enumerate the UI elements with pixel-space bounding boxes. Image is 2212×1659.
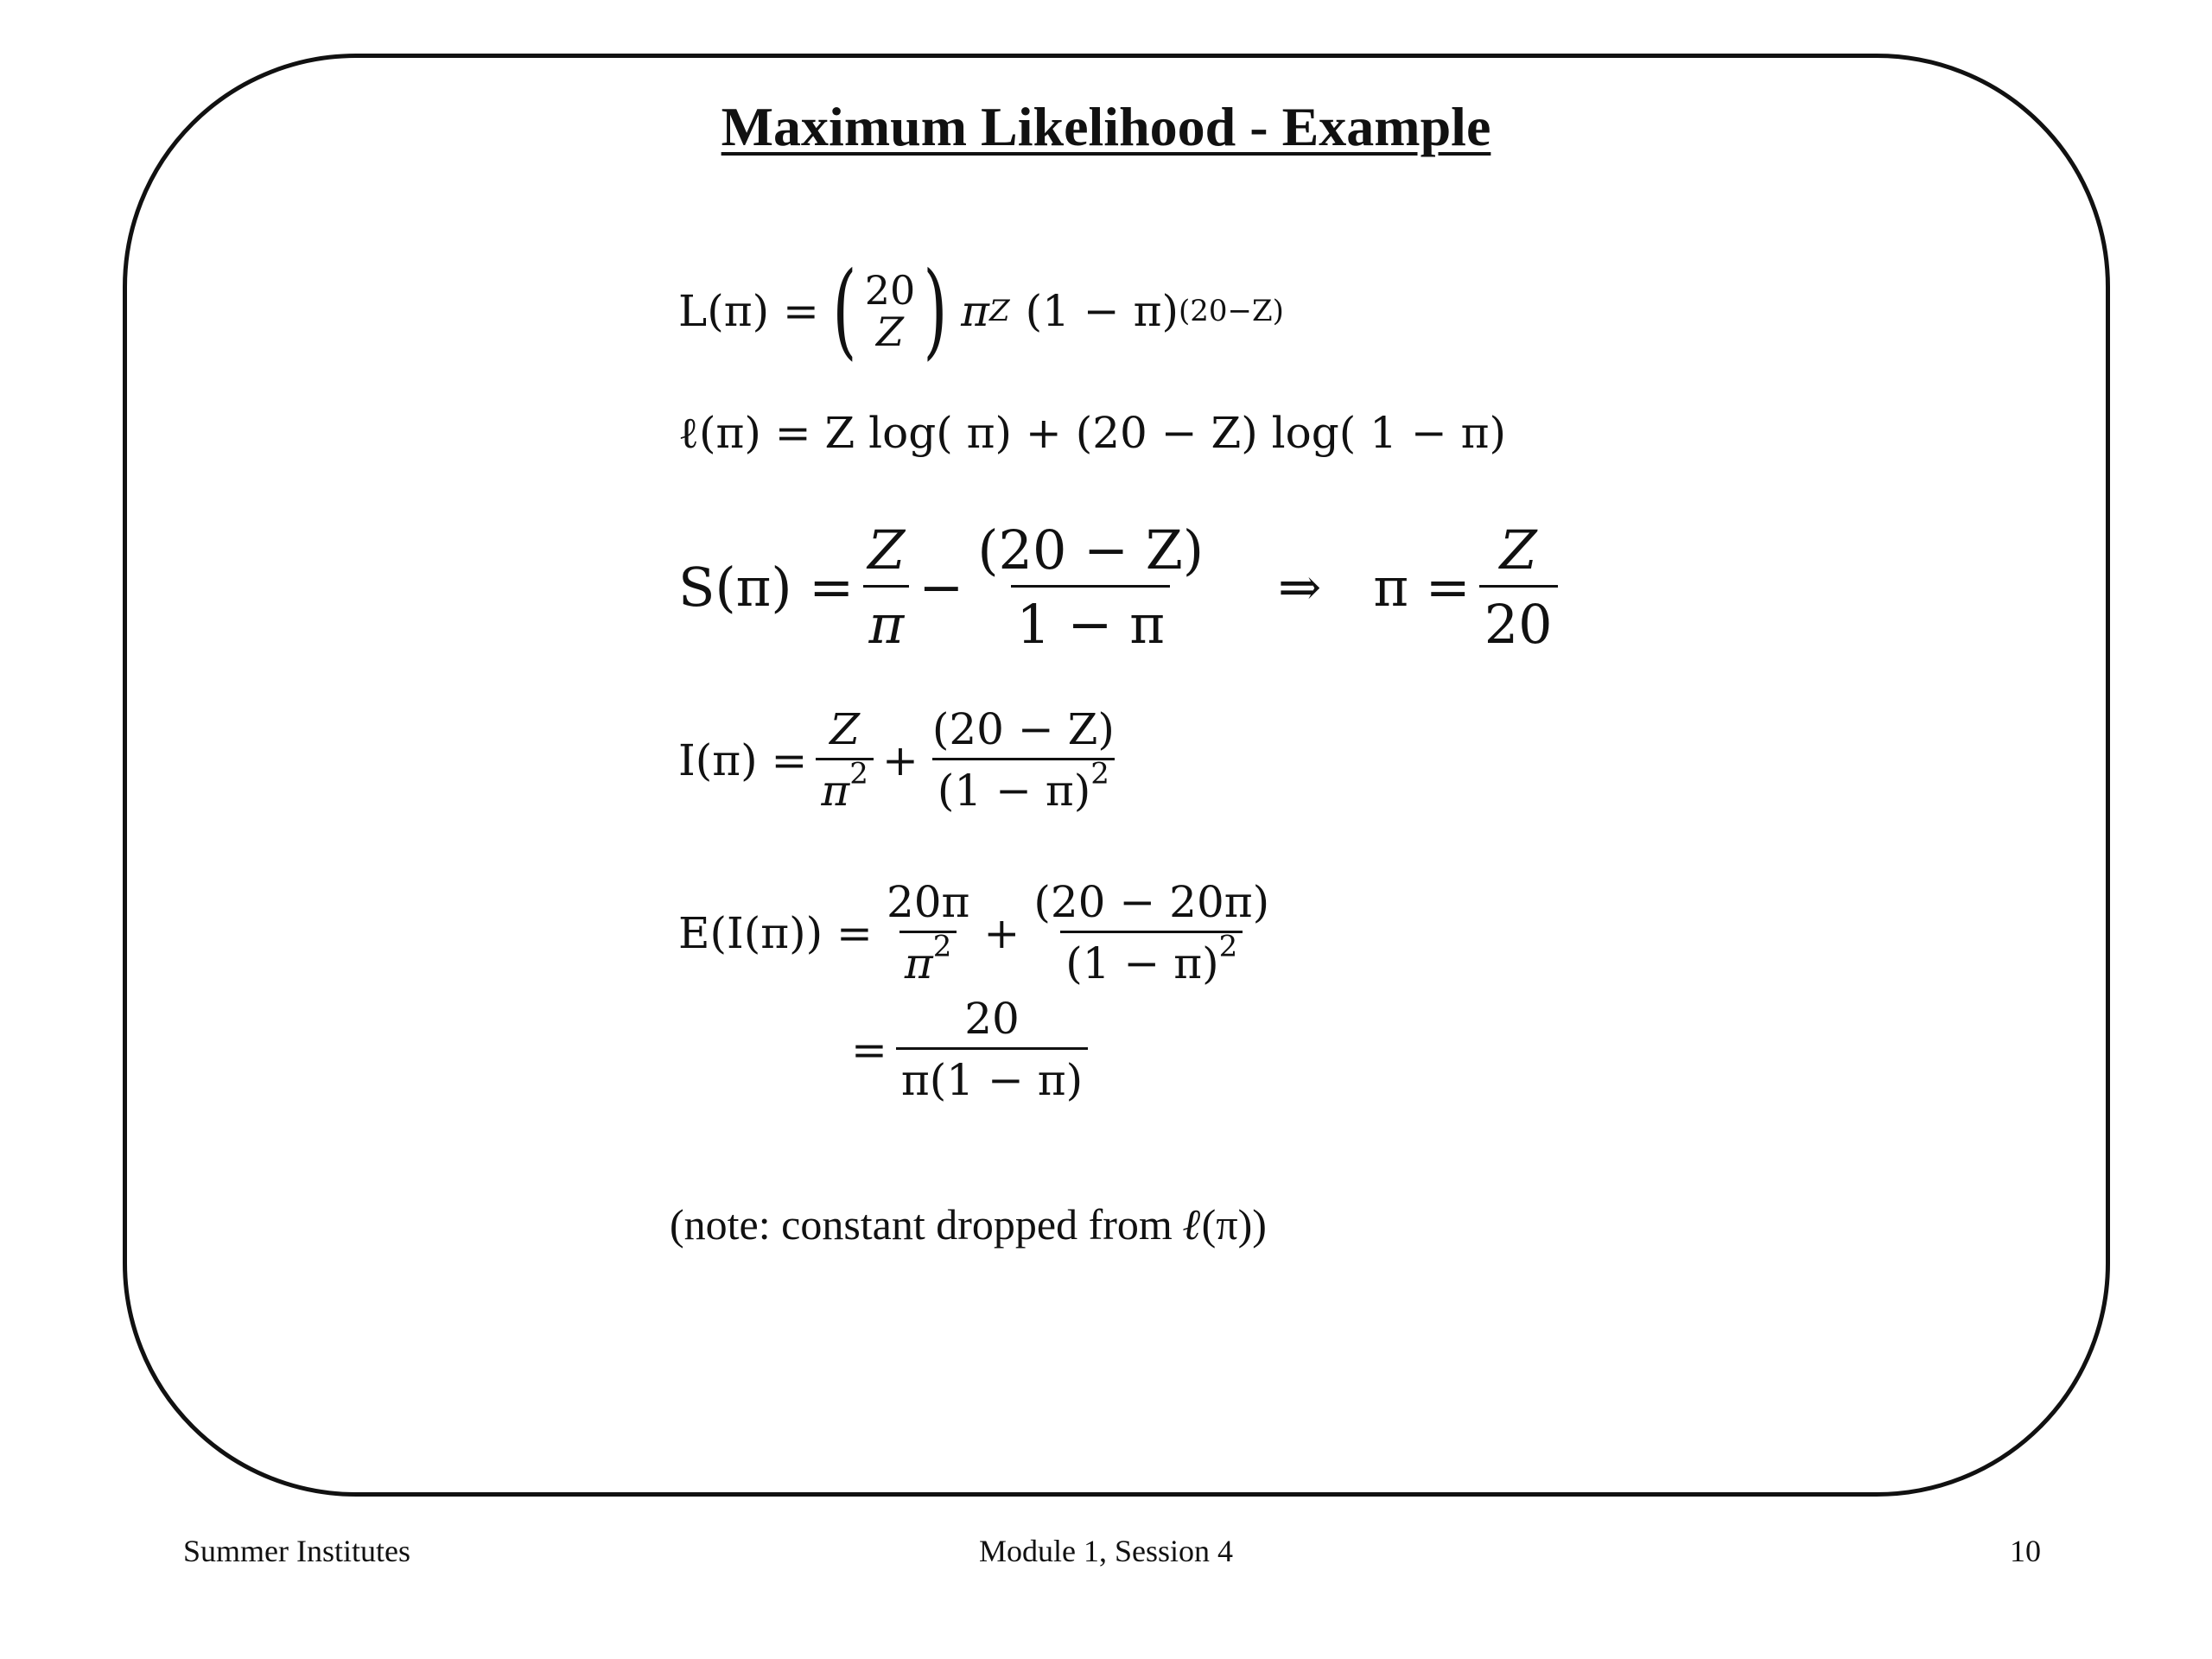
ell-symbol: ℓ (1183, 1200, 1202, 1249)
expected-info-fraction-1: $\frac{20\pi}{\pi^2}$ (886, 877, 970, 988)
implies-arrow: ⇒ (1278, 556, 1322, 618)
footer-left: Summer Institutes (183, 1534, 410, 1568)
expected-info-plus: + (983, 907, 1020, 958)
pi-power: π (961, 286, 989, 336)
binomial-coefficient: ( 20 Z ) (832, 251, 948, 371)
likelihood-equation: L(π) = ( 20 Z ) π Z (1 − π) (20−Z) (678, 251, 1284, 371)
info-lhs: I(π) = (678, 734, 808, 785)
info-plus: + (881, 734, 918, 785)
binom-top: 20 (864, 266, 916, 314)
score-minus: − (918, 556, 964, 619)
info-fraction-1: $\frac{Z}{\pi^2}$ (816, 704, 874, 816)
score-fraction-1: $\frac{Z}{\pi}$ (862, 518, 910, 656)
likelihood-factor: (1 − π) (1025, 286, 1179, 336)
expected-info-lhs: E(I(π)) = (678, 907, 873, 958)
mle-fraction: $\frac{Z}{20}$ (1479, 518, 1558, 656)
binom-bottom: Z (875, 308, 904, 355)
expected-information-equation (678, 877, 1283, 988)
page-number: 10 (2010, 1534, 2041, 1568)
score-fraction-2: $\frac{(20 - Z)}{1 - \pi}$ (977, 518, 1205, 656)
expected-info-fraction-3: $\frac{20}{\pi(1 - \pi)}$ (896, 994, 1088, 1105)
score-lhs: S(π) = (678, 556, 855, 619)
expected-information-simplified (851, 994, 1096, 1105)
likelihood-lhs: L(π) = (678, 286, 819, 336)
loglik-equation (678, 408, 1506, 458)
note-text: (note: constant dropped from ℓ(π)) (670, 1200, 1267, 1249)
information-equation (678, 704, 1128, 816)
slide-title: Maximum Likelihood - Example (721, 96, 1491, 157)
expected-info-equals: = (851, 1024, 887, 1075)
info-fraction-2: $\frac{(20 - Z)}{(1 - \pi)^2}$ (931, 704, 1115, 816)
expected-info-fraction-2: $\frac{(20 - 20\pi)}{(1 - \pi)^2}$ (1033, 877, 1270, 988)
loglik-text: ℓ(π) = Z log( π) + (20 − Z) log( 1 − π) (678, 408, 1507, 458)
footer-center: Module 1, Session 4 (978, 1534, 1233, 1568)
mle-lhs: π = (1373, 556, 1471, 619)
score-equation (678, 518, 1567, 656)
